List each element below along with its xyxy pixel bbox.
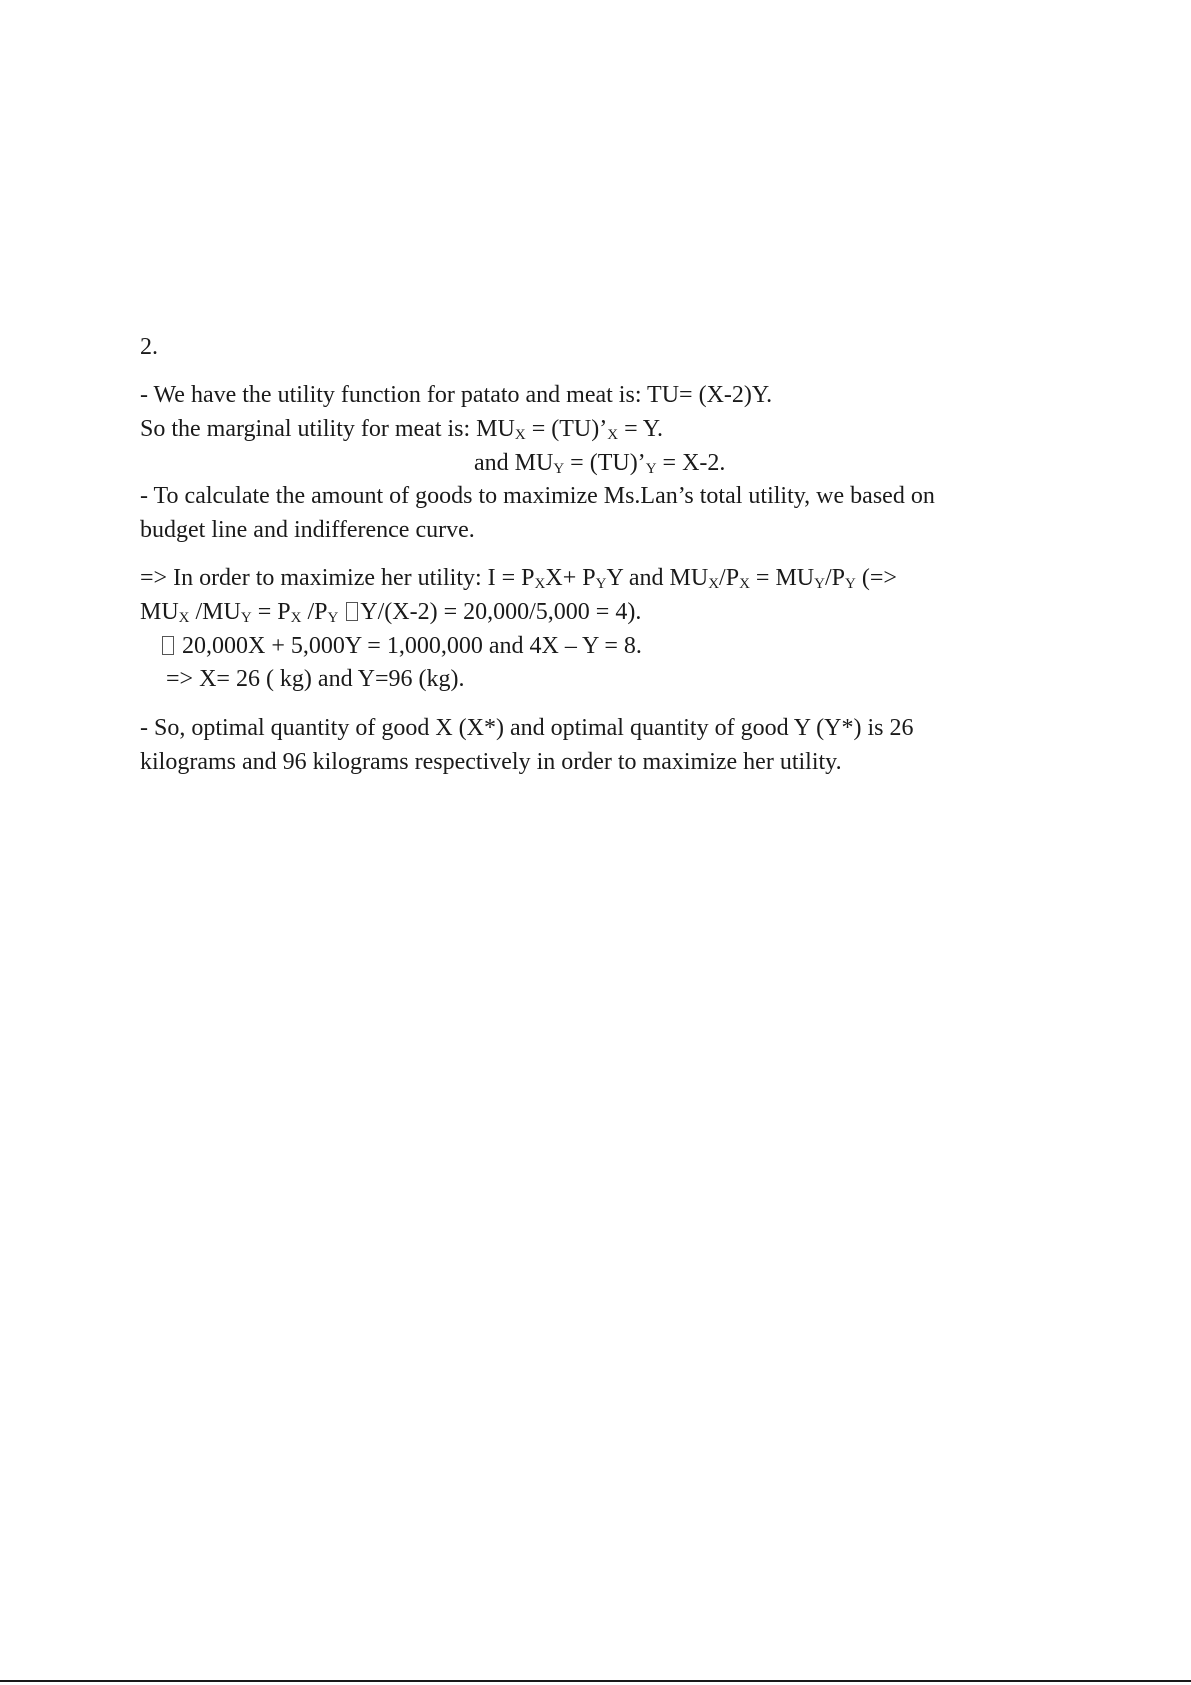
section-number: 2.	[140, 334, 158, 360]
paragraph-system-equations: 20,000X + 5,000Y = 1,000,000 and 4X – Y = 8.	[160, 631, 642, 661]
paragraph-solution: => X= 26 ( kg) and Y=96 (kg).	[166, 666, 465, 692]
paragraph-conclusion-cont: kilograms and 96 kilograms respectively in order to maximize her utility.	[140, 749, 842, 775]
page-bottom-border	[0, 1680, 1191, 1682]
missing-glyph-icon	[162, 636, 174, 655]
missing-glyph-icon	[346, 602, 358, 621]
paragraph-utility-function: - We have the utility function for patato and meat is: TU= (X-2)Y.	[140, 382, 773, 408]
paragraph-conclusion: - So, optimal quantity of good X (X*) and optimal quantity of good Y (Y*) is 26	[140, 715, 914, 741]
paragraph-marginal-utility-x: So the marginal utility for meat is: $MU_X$ = $(TU)’_X = Y$.	[140, 416, 663, 443]
paragraph-ratio-equation: $MU_X$ $/MU_Y = P_X$ $/P_Y$ Y/(X-2) = 20,000/5,000 = 4).	[140, 599, 642, 626]
paragraph-calculate-intro-cont: budget line and indifference curve.	[140, 517, 475, 543]
paragraph-calculate-intro: - To calculate the amount of goods to maximize Ms.Lan’s total utility, we based on	[140, 483, 935, 509]
paragraph-marginal-utility-y: and $MU_Y$ = $(TU)’_Y = X-2$.	[474, 450, 726, 477]
paragraph-maximize-condition: => In order to maximize her utility: $I = P_XX+ P_YY$ and $MU_X/P_X = MU_Y/P_Y$ (=>	[140, 565, 897, 592]
